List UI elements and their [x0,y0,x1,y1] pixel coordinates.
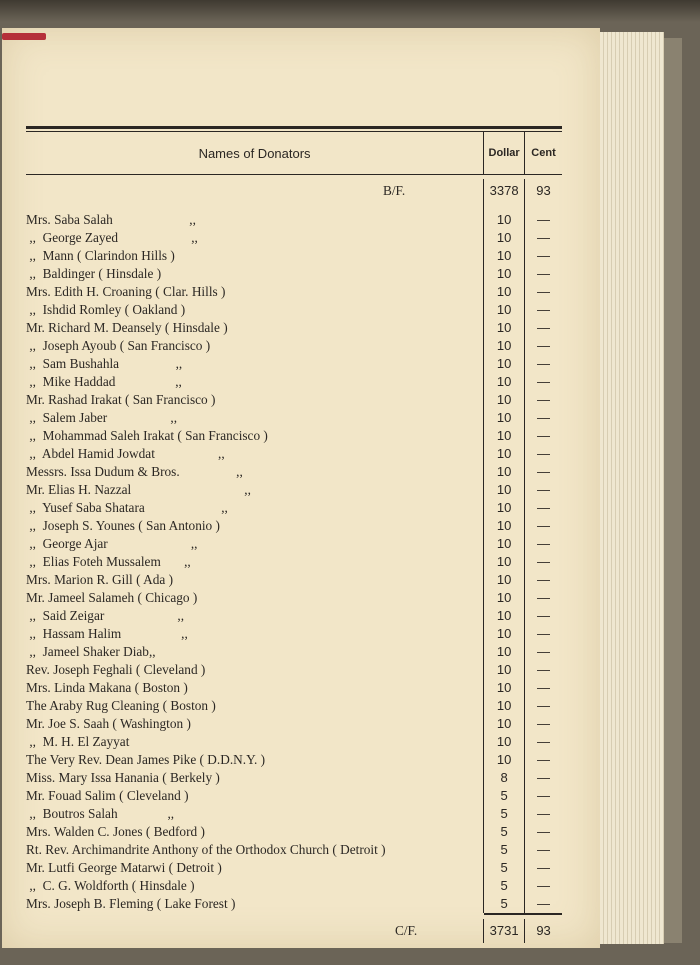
table-row [26,355,562,373]
brought-forward-label: B/F. [382,183,406,198]
header-dollar: Dollar [483,132,524,174]
donator-cent: — [524,301,562,319]
donator-dollar: 10 [483,607,524,625]
donator-name: ,, Abdel Hamid Jowdat ,, [26,446,225,461]
donator-name: ,, George Zayed ,, [26,230,198,245]
donator-name: ,, Joseph Ayoub ( San Francisco ) [26,338,211,353]
donator-cent: — [524,229,562,247]
donator-name: ,, Salem Jaber ,, [26,410,178,425]
table-row [26,481,562,499]
table-header [26,132,562,175]
donator-dollar: 10 [483,751,524,769]
table-row [26,427,562,445]
donator-dollar: 10 [483,337,524,355]
donator-dollar: 5 [483,841,524,859]
donator-cent: — [524,355,562,373]
table-row [26,463,562,481]
donator-name: Mr. Lutfi George Matarwi ( Detroit ) [26,860,222,875]
carried-forward-dollar: 3731 [483,919,524,943]
row-spacer [26,203,562,211]
donator-dollar: 5 [483,787,524,805]
table-row [26,589,562,607]
donator-dollar: 10 [483,733,524,751]
donator-name: ,, C. G. Woldforth ( Hinsdale ) [26,878,195,893]
donator-dollar: 10 [483,643,524,661]
donator-name: ,, Ishdid Romley ( Oakland ) [26,302,186,317]
table-row [26,607,562,625]
table-row [26,751,562,769]
donator-cent: — [524,607,562,625]
donator-dollar: 5 [483,823,524,841]
donator-dollar: 10 [483,715,524,733]
donator-dollar: 10 [483,373,524,391]
donator-cent: — [524,643,562,661]
donator-dollar: 10 [483,247,524,265]
brought-forward-cent: 93 [524,179,562,203]
donator-name: Mrs. Edith H. Croaning ( Clar. Hills ) [26,284,226,299]
donator-name: The Very Rev. Dean James Pike ( D.D.N.Y. ) [26,752,266,767]
header-names: Names of Donators [198,145,311,161]
donator-dollar: 10 [483,499,524,517]
carried-forward-label: C/F. [394,923,418,938]
page-edges [596,32,664,944]
donator-dollar: 10 [483,391,524,409]
brought-forward-dollar: 3378 [483,179,524,203]
donator-dollar: 5 [483,805,524,823]
table-row [26,661,562,679]
donator-name: ,, Boutros Salah ,, [26,806,175,821]
donator-cent: — [524,787,562,805]
donator-cent: — [524,697,562,715]
donator-dollar: 10 [483,571,524,589]
donator-name: Mr. Richard M. Deansely ( Hinsdale ) [26,320,228,335]
table-row [26,409,562,427]
donator-cent: — [524,337,562,355]
donator-dollar: 5 [483,895,524,913]
donator-name: Mr. Elias H. Nazzal ,, [26,482,251,497]
table-row [26,265,562,283]
donator-name: Mrs. Joseph B. Fleming ( Lake Forest ) [26,896,236,911]
donator-dollar: 10 [483,409,524,427]
donator-dollar: 8 [483,769,524,787]
donator-name: ,, Mohammad Saleh Irakat ( San Francisco ) [26,428,268,443]
table-row [26,895,562,913]
donator-dollar: 10 [483,661,524,679]
table-row [26,229,562,247]
donator-dollar: 10 [483,445,524,463]
donator-cent: — [524,625,562,643]
donator-name: Miss. Mary Issa Hanania ( Berkely ) [26,770,220,785]
donator-dollar: 10 [483,319,524,337]
donator-cent: — [524,895,562,913]
donator-dollar: 10 [483,697,524,715]
carried-forward-cent: 93 [524,919,562,943]
carried-forward-row [26,919,562,943]
donator-cent: — [524,391,562,409]
donator-cent: — [524,679,562,697]
donator-cent: — [524,211,562,229]
donator-dollar: 5 [483,859,524,877]
donator-cent: — [524,715,562,733]
donator-cent: — [524,517,562,535]
table-row [26,391,562,409]
donator-cent: — [524,859,562,877]
donator-dollar: 10 [483,463,524,481]
table-row [26,301,562,319]
table-row [26,337,562,355]
table-row [26,787,562,805]
table-row [26,553,562,571]
table-row [26,625,562,643]
table-row [26,445,562,463]
donator-name: Rev. Joseph Feghali ( Cleveland ) [26,662,206,677]
book-cover-top [0,0,700,22]
total-rule [26,913,562,915]
brought-forward-row [26,179,562,203]
table-row [26,571,562,589]
donator-dollar: 10 [483,589,524,607]
donator-name: Mrs. Saba Salah ,, [26,212,196,227]
table-row [26,211,562,229]
table-row [26,733,562,751]
donator-name: ,, Said Zeigar ,, [26,608,185,623]
donator-cent: — [524,571,562,589]
donator-name: ,, Yusef Saba Shatara ,, [26,500,228,515]
donator-dollar: 10 [483,553,524,571]
donator-cent: — [524,373,562,391]
table-row [26,769,562,787]
donator-cent: — [524,445,562,463]
donator-dollar: 10 [483,679,524,697]
donator-name: ,, Elias Foteh Mussalem ,, [26,554,191,569]
donator-cent: — [524,589,562,607]
donator-cent: — [524,805,562,823]
donator-cent: — [524,319,562,337]
donator-cent: — [524,733,562,751]
donator-name: ,, George Ajar ,, [26,536,198,551]
donator-name: ,, Hassam Halim ,, [26,626,188,641]
donator-name: Rt. Rev. Archimandrite Anthony of the Orthodox Church ( Detroit ) [26,842,386,857]
donator-dollar: 10 [483,481,524,499]
donator-dollar: 10 [483,427,524,445]
donator-dollar: 10 [483,211,524,229]
donator-dollar: 5 [483,877,524,895]
table-row [26,283,562,301]
donator-dollar: 10 [483,355,524,373]
donator-cent: — [524,751,562,769]
table-row [26,535,562,553]
red-spine-mark [2,33,46,40]
header-cent: Cent [524,132,562,174]
table-row [26,499,562,517]
donator-cent: — [524,535,562,553]
donator-dollar: 10 [483,283,524,301]
donator-cent: — [524,841,562,859]
donator-cent: — [524,769,562,787]
donator-rows [26,211,562,913]
table-row [26,877,562,895]
donator-name: ,, Sam Bushahla ,, [26,356,183,371]
donator-cent: — [524,427,562,445]
donator-cent: — [524,247,562,265]
table-row [26,247,562,265]
donator-cent: — [524,877,562,895]
donator-cent: — [524,409,562,427]
donator-name: ,, Mann ( Clarindon Hills ) [26,248,175,263]
donator-name: Mrs. Marion R. Gill ( Ada ) [26,572,173,587]
donator-name: Mr. Rashad Irakat ( San Francisco ) [26,392,216,407]
donator-cent: — [524,463,562,481]
donator-name: ,, Baldinger ( Hinsdale ) [26,266,162,281]
table-row [26,697,562,715]
donator-name: The Araby Rug Cleaning ( Boston ) [26,698,216,713]
donator-cent: — [524,265,562,283]
table-row [26,517,562,535]
donator-cent: — [524,661,562,679]
table-row [26,679,562,697]
donator-cent: — [524,283,562,301]
donator-dollar: 10 [483,229,524,247]
donator-name: Mrs. Linda Makana ( Boston ) [26,680,188,695]
donator-dollar: 10 [483,301,524,319]
donator-name: ,, Joseph S. Younes ( San Antonio ) [26,518,220,533]
donator-cent: — [524,823,562,841]
donator-name: ,, Mike Haddad ,, [26,374,182,389]
donator-cent: — [524,481,562,499]
donator-dollar: 10 [483,265,524,283]
donator-dollar: 10 [483,625,524,643]
donator-name: Mr. Jameel Salameh ( Chicago ) [26,590,198,605]
table-row [26,319,562,337]
donator-name: Mr. Joe S. Saah ( Washington ) [26,716,191,731]
donator-name: Messrs. Issa Dudum & Bros. ,, [26,464,243,479]
donator-cent: — [524,553,562,571]
donator-name: ,, Jameel Shaker Diab,, [26,644,156,659]
donator-name: ,, M. H. El Zayyat [26,734,130,749]
donator-dollar: 10 [483,517,524,535]
table-row [26,841,562,859]
table-row [26,823,562,841]
donators-table [26,126,562,943]
donator-cent: — [524,499,562,517]
donator-name: Mrs. Walden C. Jones ( Bedford ) [26,824,205,839]
donator-dollar: 10 [483,535,524,553]
table-row [26,805,562,823]
table-row [26,643,562,661]
table-row [26,373,562,391]
table-row [26,859,562,877]
table-row [26,715,562,733]
donator-name: Mr. Fouad Salim ( Cleveland ) [26,788,189,803]
top-rule [26,126,562,129]
